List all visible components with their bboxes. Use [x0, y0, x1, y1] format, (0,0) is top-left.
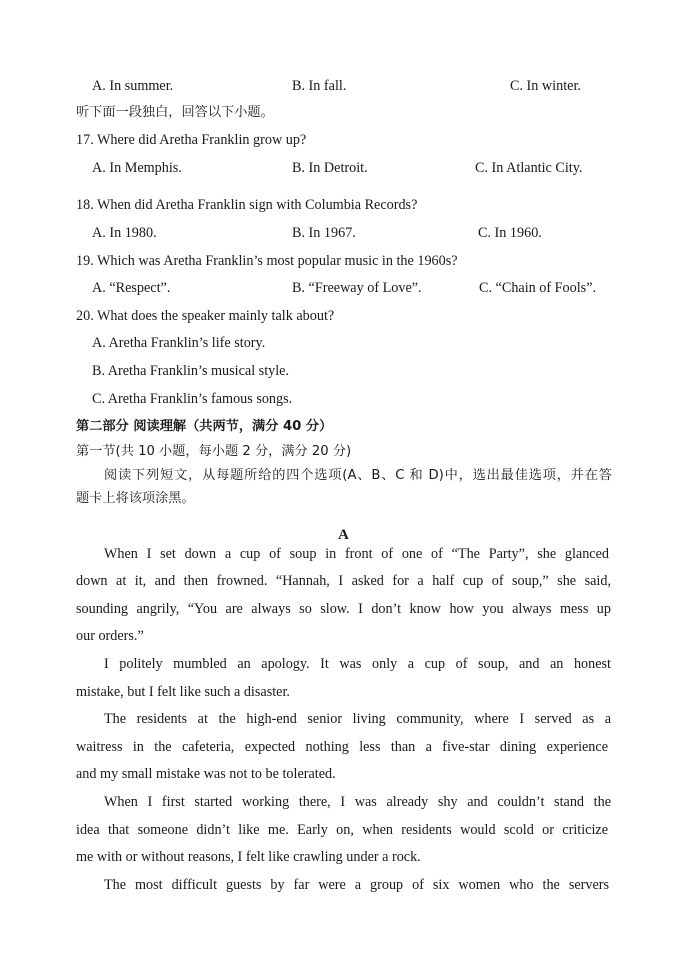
q20-option-a: A. Aretha Franklin’s life story.: [92, 335, 266, 351]
q18-stem: 18. When did Aretha Franklin sign with Columbia Records?: [76, 197, 418, 213]
q19-stem: 19. Which was Aretha Franklin’s most popular music in the 1960s?: [76, 253, 458, 269]
q20-option-c: C. Aretha Franklin’s famous songs.: [92, 391, 293, 407]
q17-option-c: C. In Atlantic City.: [475, 160, 583, 176]
q17-stem: 17. Where did Aretha Franklin grow up?: [76, 132, 307, 148]
directions-line-1: 阅读下列短文，从每题所给的四个选项(A、B、C 和 D)中，选出最佳选项，并在答: [104, 468, 612, 483]
passage-line: waitress in the cafeteria, expected nothing less than a five-star dining experience: [76, 739, 608, 755]
passage-title: A: [338, 527, 349, 543]
passage-line: I politely mumbled an apology. It was only a cup of soup, and an honest: [104, 656, 611, 672]
passage-line: sounding angrily, “You are always so slow. I don’t know how you always mess up: [76, 601, 611, 617]
passage-line: When I first started working there, I was already shy and couldn’t stand the: [104, 794, 611, 810]
passage-line: our orders.”: [76, 628, 144, 644]
passage-line: mistake, but I felt like such a disaster.: [76, 684, 290, 700]
q17-option-a: A. In Memphis.: [92, 160, 182, 176]
q18-option-a: A. In 1980.: [92, 225, 157, 241]
q19-option-c: C. “Chain of Fools”.: [479, 280, 597, 296]
q16-option-b: B. In fall.: [292, 78, 347, 94]
section1-heading: 第一节(共 10 小题，每小题 2 分，满分 20 分): [76, 444, 352, 459]
passage-line: down at it, and then frowned. “Hannah, I asked for a half cup of soup,” she said,: [76, 573, 611, 589]
directions-line-2: 题卡上将该项涂黑。: [76, 491, 195, 506]
q20-stem: 20. What does the speaker mainly talk about?: [76, 308, 335, 324]
q18-option-c: C. In 1960.: [478, 225, 542, 241]
q18-option-b: B. In 1967.: [292, 225, 356, 241]
passage-line: me with or without reasons, I felt like crawling under a rock.: [76, 849, 421, 865]
q19-option-a: A. “Respect”.: [92, 280, 171, 296]
q17-option-b: B. In Detroit.: [292, 160, 368, 176]
passage-line: idea that someone didn’t like me. Early on, when residents would scold or criticize: [76, 822, 608, 838]
q16-option-a: A. In summer.: [92, 78, 174, 94]
monologue-instruction: 听下面一段独白，回答以下小题。: [76, 105, 274, 120]
q19-option-b: B. “Freeway of Love”.: [292, 280, 422, 296]
passage-line: The most difficult guests by far were a group of six women who the servers: [104, 877, 609, 893]
passage-line: and my small mistake was not to be tolerated.: [76, 766, 336, 782]
q16-option-c: C. In winter.: [510, 78, 581, 94]
q20-option-b: B. Aretha Franklin’s musical style.: [92, 363, 290, 379]
part2-heading: 第二部分 阅读理解（共两节，满分 40 分）: [76, 419, 333, 434]
passage-line: When I set down a cup of soup in front of one of “The Party”, she glanced: [104, 546, 609, 562]
passage-line: The residents at the high-end senior living community, where I served as a: [104, 711, 611, 727]
